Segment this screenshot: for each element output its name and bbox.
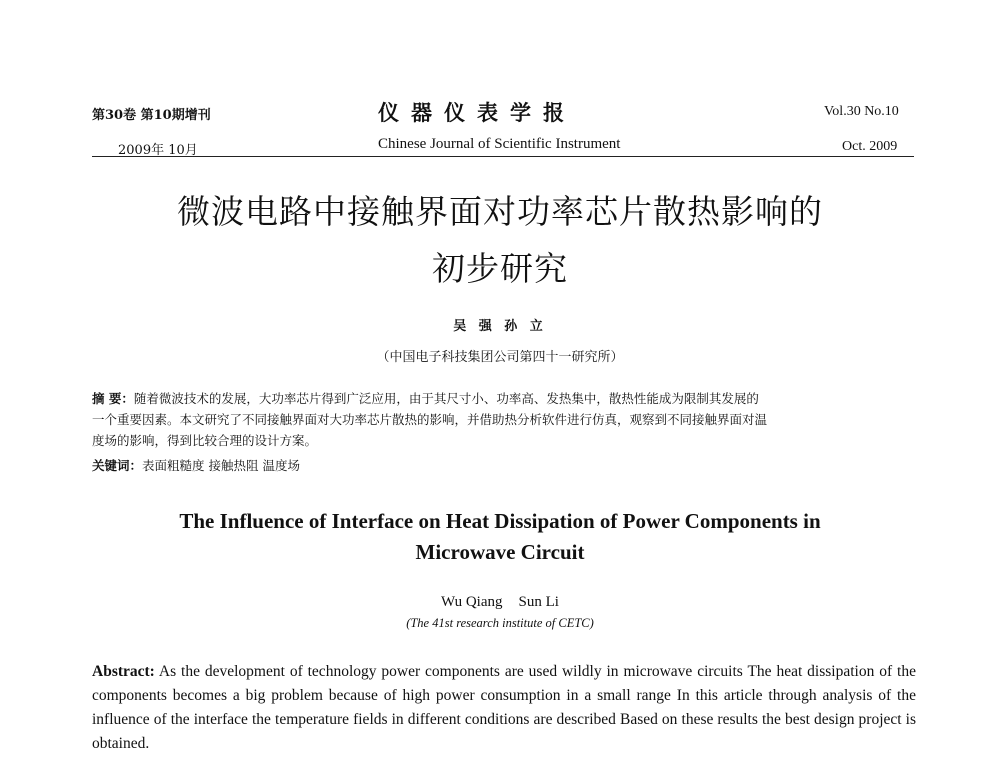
abstract-cn [92,388,914,451]
abstract-en-text: As the development of technology power components are used wildly in microwave circuits The heat dissipation of the components becomes a big problem because of high power consumption in a small range In this article through analysis of the influence of the interface the temperature fields in different conditions are described Based on these results the best design project is obtained. [92,663,916,752]
header-date-en: Oct. 2009 [842,139,898,154]
title-en-line1: The Influence of Interface on Heat Dissipation of Power Components in [179,509,821,533]
title-en [100,506,900,568]
abstract-cn-line1: 随着微波技术的发展，大功率芯片得到广泛应用，由于其尺寸小、功率高、发热集中，散热性能成为限制其发展的 [133,391,759,406]
keywords-cn [92,456,300,474]
abstract-en-label: Abstract: [92,663,155,680]
header-journal-cn: 仪器仪表学报 [378,100,576,125]
title-en-line2: Microwave Circuit [415,540,585,564]
keywords-cn-text: 表面粗糙度 接触热阻 温度场 [142,458,300,473]
header-date-cn: 2009年 10月 [118,143,198,158]
header-journal-en: Chinese Journal of Scientific Instrument [378,136,621,152]
author-en-2: Sun Li [518,594,559,610]
title-cn-line1: 微波电路中接触界面对功率芯片散热影响的 [177,192,823,231]
authors-cn: 吴 强 孙 立 [453,319,547,334]
keywords-cn-label: 关键词： [92,458,143,473]
affiliation-cn: （中国电子科技集团公司第四十一研究所） [376,350,624,365]
author-en-1: Wu Qiang [441,594,503,610]
abstract-cn-line3: 度场的影响，得到比较合理的设计方案。 [92,433,318,448]
affiliation-en: (The 41st research institute of CETC) [406,616,594,630]
abstract-cn-label: 摘 要： [92,391,134,406]
header-rule [92,156,914,157]
authors-en [0,594,1000,611]
abstract-cn-line2: 一个重要因素。本文研究了不同接触界面对大功率芯片散热的影响，并借助热分析软件进行仿真，观察到不同接触界面对温 [92,412,768,427]
abstract-en [92,660,916,756]
header-volume-issue-cn: 第30卷 第10期增刊 [92,108,211,123]
header-volume-en: Vol.30 No.10 [824,104,899,119]
title-cn-line2: 初步研究 [432,249,568,288]
